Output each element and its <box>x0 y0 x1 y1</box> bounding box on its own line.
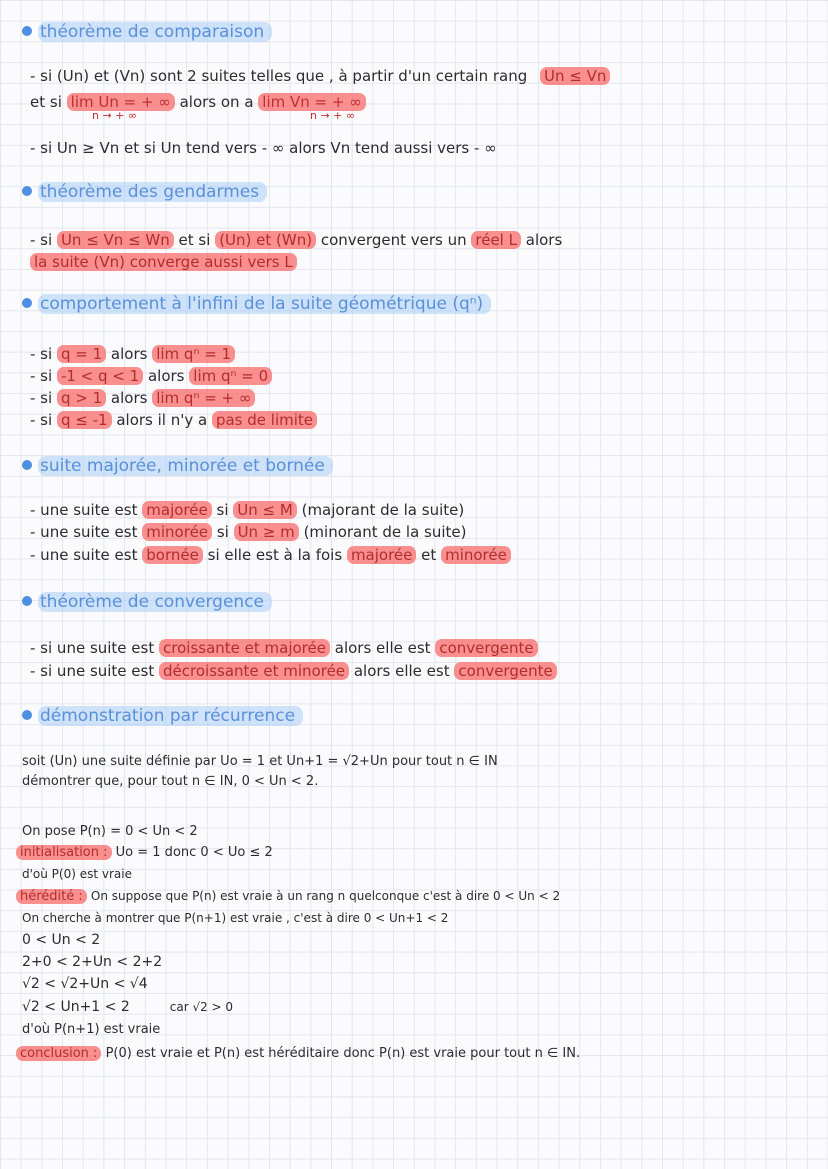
section-title-recurrence: démonstration par récurrence <box>22 706 303 726</box>
section-title-comparaison: théorème de comparaison <box>22 22 272 42</box>
lim-vn-subscript: n → + ∞ <box>310 109 356 122</box>
highlight-reel-l: réel L <box>471 231 521 249</box>
section-title-bornee: suite majorée, minorée et bornée <box>22 456 333 476</box>
highlight-un-leq-vn: Un ≤ Vn <box>540 67 610 85</box>
recurrence-enonce-1: soit (Un) une suite définie par Uo = 1 et Un+1 = √2+Un pour tout n ∈ IN <box>22 754 498 769</box>
section-title-geometrique: comportement à l'infini de la suite géométrique (qⁿ) <box>22 294 491 314</box>
bullet-dot-icon <box>22 460 32 470</box>
bullet-dot-icon <box>22 26 32 36</box>
highlight-converge-l: la suite (Vn) converge aussi vers L <box>30 253 297 271</box>
label-conclusion: conclusion : <box>16 1046 101 1061</box>
recurrence-calc-1: 0 < Un < 2 <box>22 932 101 948</box>
bornee-line-2: - une suite est minorée si Un ≥ m (minorant de la suite) <box>30 523 467 541</box>
recurrence-p0-vraie: d'où P(0) est vraie <box>22 867 132 881</box>
comparaison-line-1: - si (Un) et (Vn) sont 2 suites telles que , à partir d'un certain rang Un ≤ Vn <box>30 66 610 86</box>
geometrique-row-4: - si q ≤ -1 alors il n'y a pas de limite <box>30 410 317 430</box>
bullet-dot-icon <box>22 186 32 196</box>
highlight-lim-un: lim Un = + ∞ <box>67 93 175 111</box>
recurrence-pn1-vraie: d'où P(n+1) est vraie <box>22 1022 161 1037</box>
recurrence-heredite: hérédité : On suppose que P(n) est vraie à un rang n quelconque c'est à dire 0 < Un < 2 <box>16 886 560 907</box>
recurrence-conclusion: conclusion : P(0) est vraie et P(n) est héréditaire donc P(n) est vraie pour tout n ∈ IN. <box>16 1044 580 1064</box>
label-heredite: hérédité : <box>16 889 87 904</box>
bullet-dot-icon <box>22 596 32 606</box>
section-title-gendarmes: théorème des gendarmes <box>22 182 267 202</box>
geometrique-row-1: - si q = 1 alors lim qⁿ = 1 <box>30 344 235 364</box>
comparaison-line-2: et si lim Un = + ∞ alors on a lim Vn = + ∞ <box>30 92 366 112</box>
highlight-encadrement: Un ≤ Vn ≤ Wn <box>57 231 174 249</box>
recurrence-objectif: On cherche à montrer que P(n+1) est vraie , c'est à dire 0 < Un+1 < 2 <box>22 911 449 925</box>
gendarmes-line-2 <box>30 252 297 272</box>
recurrence-enonce-2: démontrer que, pour tout n ∈ IN, 0 < Un < 2. <box>22 774 319 789</box>
bullet-dot-icon <box>22 298 32 308</box>
bornee-line-3: - une suite est bornée si elle est à la fois majorée et minorée <box>30 545 511 565</box>
section-title-convergence: théorème de convergence <box>22 592 272 612</box>
recurrence-calc-4: √2 < Un+1 < 2 car √2 > 0 <box>22 999 234 1015</box>
recurrence-pose: On pose P(n) = 0 < Un < 2 <box>22 824 198 839</box>
recurrence-calc-3: √2 < √2+Un < √4 <box>22 976 148 992</box>
highlight-lim-vn: lim Vn = + ∞ <box>258 93 365 111</box>
recurrence-calc-2: 2+0 < 2+Un < 2+2 <box>22 954 163 970</box>
label-initialisation: initialisation : <box>16 845 112 860</box>
geometrique-row-3: - si q > 1 alors lim qⁿ = + ∞ <box>30 388 255 408</box>
highlight-un-wn: (Un) et (Wn) <box>215 231 316 249</box>
comparaison-line-3: - si Un ≥ Vn et si Un tend vers - ∞ alors Vn tend aussi vers - ∞ <box>30 139 497 157</box>
convergence-line-1: - si une suite est croissante et majorée alors elle est convergente <box>30 638 538 658</box>
bullet-dot-icon <box>22 710 32 720</box>
geometrique-row-2: - si -1 < q < 1 alors lim qⁿ = 0 <box>30 366 272 386</box>
bornee-line-1: - une suite est majorée si Un ≤ M (majorant de la suite) <box>30 501 465 519</box>
gendarmes-line-1: - si Un ≤ Vn ≤ Wn et si (Un) et (Wn) convergent vers un réel L alors <box>30 231 563 249</box>
recurrence-initialisation: initialisation : Uo = 1 donc 0 < Uo ≤ 2 <box>16 843 273 863</box>
convergence-line-2: - si une suite est décroissante et minorée alors elle est convergente <box>30 661 557 681</box>
lim-un-subscript: n → + ∞ <box>92 109 138 122</box>
